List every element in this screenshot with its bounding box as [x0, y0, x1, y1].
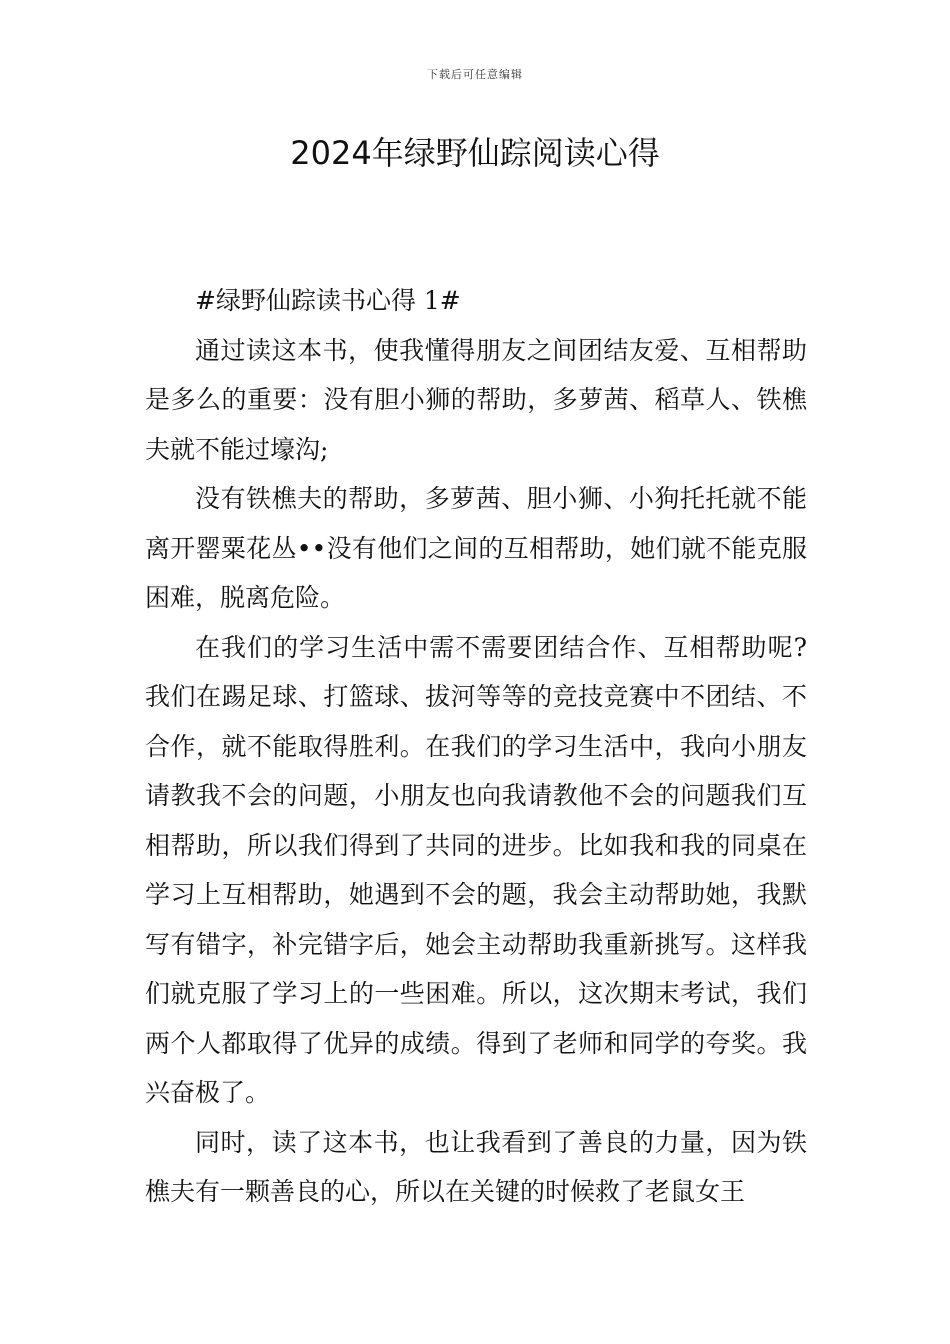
section-heading: #绿野仙踪读书心得 1#: [195, 286, 461, 315]
paragraph-2: 没有铁樵夫的帮助，多萝茜、胆小狮、小狗托托就不能离开罂粟花丛••没有他们之间的互相帮助，她们就不能克服困难，脱离危险。: [145, 484, 807, 612]
paragraph-3: 在我们的学习生活中需不需要团结合作、互相帮助呢?我们在踢足球、打篮球、拔河等等的竞技竞赛中不团结、不合作，就不能取得胜利。在我们的学习生活中，我向小朋友请教我不会的问题，小朋友也向我请教他不会的问题我们互相帮助，所以我们得到了共同的进步。比如我和我的同桌在学习上互相帮助，她遇到不会的题，我会主动帮助她，我默写有错字，补完错字后，她会主动帮助我重新挑写。这样我们就克服了学习上的一些困难。所以，这次期末考试，我们两个人都取得了优异的成绩。得到了老师和同学的夸奖。我兴奋极了。: [145, 632, 807, 1107]
page-title: 2024年绿野仙踪阅读心得: [290, 134, 660, 172]
paragraph-1: 通过读这本书，使我懂得朋友之间团结友爱、互相帮助是多么的重要：没有胆小狮的帮助，多萝茜、稻草人、铁樵夫就不能过壕沟;: [145, 335, 807, 464]
paragraph-4: 同时，读了这本书，也让我看到了善良的力量，因为铁樵夫有一颗善良的心，所以在关键的时候救了老鼠女王: [145, 1127, 807, 1206]
header-note: 下载后可任意编辑: [427, 68, 523, 81]
document-body: [145, 276, 807, 1217]
